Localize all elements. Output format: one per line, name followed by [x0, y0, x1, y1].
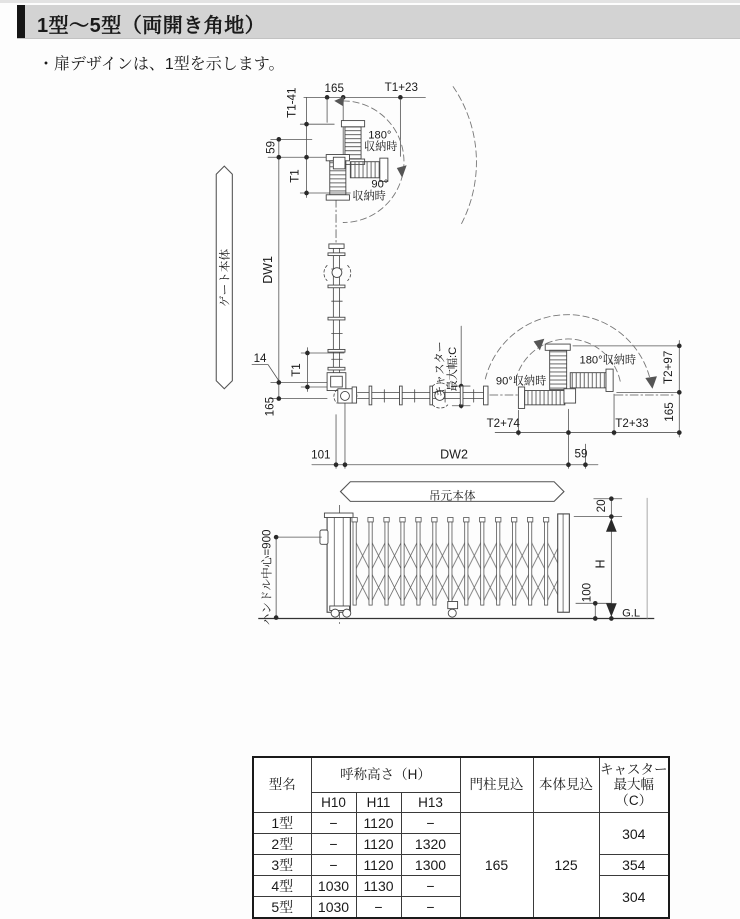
title-accent-bar [17, 5, 25, 38]
design-note: ・扉デザインは、1型を示します。 [38, 56, 285, 73]
h10-cell: − [311, 813, 356, 834]
page-title: 1型〜5型（両開き角地） [37, 15, 266, 37]
dim-101: 101 [311, 448, 331, 462]
dim-165-right: 165 [662, 402, 676, 422]
caster-header-line1: キャスター [600, 761, 668, 777]
gate-technical-drawing [0, 75, 740, 707]
plan-view [216, 81, 681, 502]
elevation-view [258, 496, 654, 626]
h-dim-arrow-up [606, 518, 617, 531]
dim-59-lower: 59 [574, 447, 588, 461]
hinge-body-banner-label: 吊元本体 [429, 489, 476, 503]
col-header-model: 型名 [253, 757, 311, 813]
horizontal-extended-gate [352, 383, 488, 408]
col-header-pillar: 門柱見込 [460, 757, 533, 813]
stow-180-right: 180°収納時 [579, 354, 637, 367]
dim-165-left: 165 [263, 396, 277, 417]
dim-t2-plus-74: T2+74 [486, 417, 520, 431]
caster-value-cell: 354 [599, 855, 669, 876]
col-header-body: 本体見込 [533, 757, 599, 813]
stow-90-top-line2: 収納時 [352, 190, 386, 203]
h11-cell: 1120 [356, 834, 401, 855]
h13-cell: − [401, 813, 460, 834]
gate-body-banner [216, 166, 232, 389]
vertical-extended-gate [324, 244, 351, 375]
col-header-height-group: 呼称高さ（H） [311, 757, 460, 793]
model-cell: 4型 [253, 876, 311, 897]
plan-dimension-lines [252, 97, 679, 468]
pillar-value-cell: 165 [460, 813, 533, 919]
caster-width-label-line2: 最大幅:C [447, 346, 460, 392]
dim-dw2: DW2 [440, 447, 468, 462]
stow-90-top-line1: 90° [371, 178, 389, 191]
h13-cell: − [401, 876, 460, 897]
dim-20: 20 [595, 499, 609, 513]
dim-165-top: 165 [324, 81, 344, 95]
mid-caster-wheel [448, 609, 456, 617]
model-cell: 3型 [253, 855, 311, 876]
gate-body-banner-label: ゲート本体 [218, 248, 232, 307]
caster-header-line3: （C） [615, 792, 653, 808]
dim-h: H [593, 559, 608, 569]
h11-cell: − [356, 897, 401, 919]
h13-cell: 1300 [401, 855, 460, 876]
stow-180-top-line1: 180° [368, 129, 392, 142]
spec-table [252, 756, 670, 919]
caster-value-cell: 304 [599, 876, 669, 919]
h-dim-arrow-down [606, 603, 617, 616]
dim-t1-minus-41: T1-41 [285, 87, 299, 118]
dim-handle-center: ハンドル中心=900 [260, 529, 274, 626]
col-header-h11: H11 [356, 793, 401, 813]
caster-header-line2: 最大幅 [613, 777, 654, 793]
stow-180-top-line2: 収納時 [363, 141, 398, 154]
page-top-rule [0, 0, 740, 3]
h13-cell: − [401, 897, 460, 919]
col-header-caster [599, 757, 669, 813]
dim-t1-upper: T1 [288, 169, 302, 183]
h13-cell: 1320 [401, 834, 460, 855]
h10-cell: 1030 [311, 897, 356, 919]
col-header-h10: H10 [311, 793, 356, 813]
caster-value-cell: 304 [599, 813, 669, 855]
dim-t2-plus-33: T2+33 [615, 417, 649, 431]
body-value-cell: 125 [533, 813, 599, 919]
caster-width-label-line1: キャスター [434, 341, 447, 397]
dim-t1-lower: T1 [290, 363, 304, 377]
model-cell: 5型 [253, 897, 311, 919]
hinge-body-banner [341, 482, 564, 503]
dim-t1-plus-23: T1+23 [384, 81, 418, 95]
post-caster-wheel [331, 609, 339, 617]
h11-cell: 1120 [356, 855, 401, 876]
plan-labels [254, 81, 676, 461]
accordion-lattice [352, 514, 569, 617]
h11-cell: 1130 [356, 876, 401, 897]
dim-100: 100 [580, 582, 594, 603]
dim-14: 14 [253, 351, 267, 365]
h10-cell: − [311, 834, 356, 855]
dim-59-upper: 59 [264, 140, 278, 154]
model-cell: 1型 [253, 813, 311, 834]
plan-dimension-dots [276, 95, 681, 467]
h11-cell: 1120 [356, 813, 401, 834]
table-row [253, 813, 669, 834]
h10-cell: 1030 [311, 876, 356, 897]
dim-t2-plus-97: T2+97 [662, 350, 676, 384]
end-post [558, 514, 570, 612]
h10-cell: − [311, 855, 356, 876]
stow-90-right: 90°収納時 [495, 375, 547, 388]
dim-dw1: DW1 [261, 255, 276, 284]
model-cell: 2型 [253, 834, 311, 855]
post-caster-wheel [343, 609, 351, 617]
col-header-h13: H13 [401, 793, 460, 813]
handle-post [320, 505, 353, 627]
ground-line-label: G.L [622, 607, 641, 620]
